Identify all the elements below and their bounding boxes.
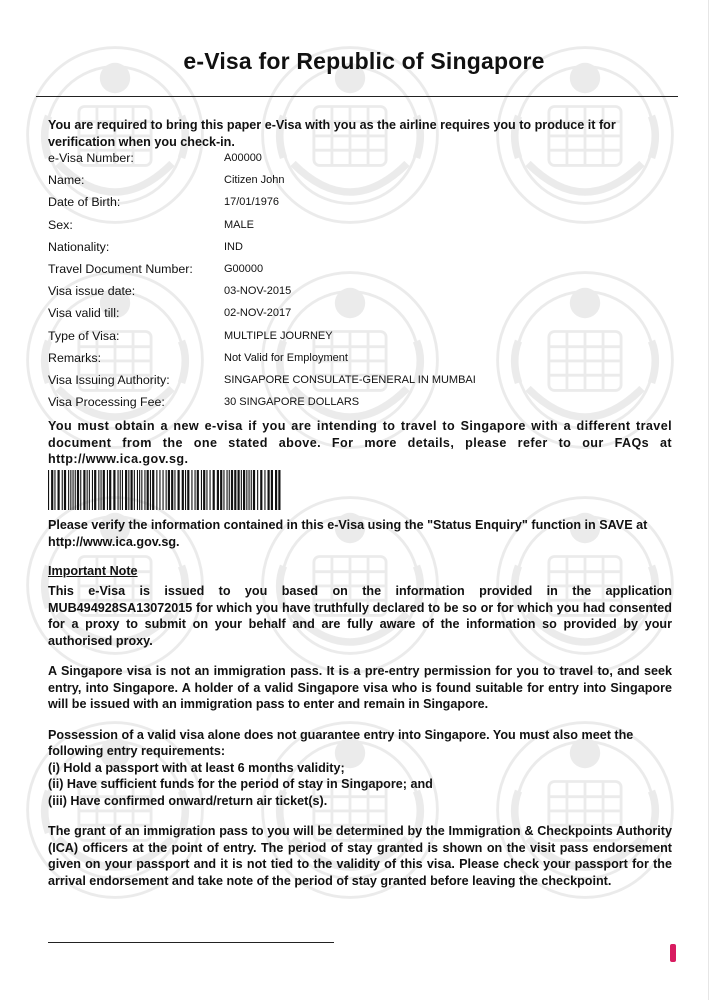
verify-notice-block — [48, 517, 672, 550]
field-label: Visa valid till: — [48, 306, 120, 321]
important-paragraph-1: This e-Visa is issued to you based on the information provided in the application MUB494928SA13072015 for which you have truthfully declared to be so or for which you had consented for a proxy to submit on your behalf and are fully aware of the information so provided by your authorised proxy. — [48, 584, 672, 648]
field-row — [48, 170, 678, 192]
new-visa-notice: You must obtain a new e-visa if you are intending to travel to Singapore with a different travel document from the one stated above. For more details, please refer to our FAQs at http://www.ica.gov.sg. — [48, 419, 672, 466]
field-label: Type of Visa: — [48, 328, 120, 343]
field-value: MULTIPLE JOURNEY — [224, 329, 333, 342]
document-title: e-Visa for Republic of Singapore — [183, 48, 545, 74]
entry-requirements-list — [48, 760, 672, 810]
important-note-section — [48, 564, 672, 889]
corner-mark — [670, 944, 676, 962]
requirement-item-2: (ii) Have sufficient funds for the period of stay in Singapore; and — [48, 777, 433, 791]
field-label: Remarks: — [48, 350, 102, 365]
field-value: MALE — [224, 218, 254, 231]
visa-details — [48, 148, 678, 414]
field-row — [48, 348, 678, 370]
field-row — [48, 281, 678, 303]
field-label: Nationality: — [48, 239, 110, 254]
field-value: 17/01/1976 — [224, 196, 280, 209]
field-row — [48, 192, 678, 214]
important-paragraph-2: A Singapore visa is not an immigration pass. It is a pre-entry permission for you to travel to, and seek entry, into Singapore. A holder of a valid Singapore visa who is found suitable for entry into Singapore will be issued with an immigration pass to enter and remain in Singapore. — [48, 664, 672, 711]
grant-paragraph: The grant of an immigration pass to you will be determined by the Immigration & Checkpoints Authority (ICA) officers at the point of entry. The period of stay granted is shown on the visit pass endorsement given on your passport and it is not tied to the validity of this visa. Please check your passport for the arrival endorsement and take note of the period of stay granted before leaving the checkpoint. — [48, 824, 672, 888]
requirement-item-3: (iii) Have confirmed onward/return air ticket(s). — [48, 793, 328, 808]
field-label: Date of Birth: — [48, 195, 121, 210]
document-header — [48, 48, 668, 75]
field-label: Sex: — [48, 217, 73, 232]
field-row — [48, 303, 678, 325]
field-label: Travel Document Number: — [48, 261, 193, 276]
field-value: A00000 — [224, 152, 262, 164]
field-value: 03-NOV-2015 — [224, 285, 292, 298]
field-row — [48, 392, 678, 414]
footer-divider — [48, 942, 334, 943]
field-row — [48, 370, 678, 392]
intro-notice: You are required to bring this paper e-Visa with you as the airline requires you to produce it for verification when you check-in. — [48, 117, 616, 149]
field-row — [48, 259, 678, 281]
field-label: Name: — [48, 173, 85, 188]
field-row — [48, 148, 678, 170]
field-value: G00000 — [224, 262, 264, 275]
important-note-heading: Important Note — [48, 564, 138, 578]
field-row — [48, 215, 678, 237]
field-label: e-Visa Number: — [48, 151, 134, 165]
page-edge — [708, 0, 709, 1000]
field-value: Citizen John — [224, 174, 285, 187]
field-value: SINGAPORE CONSULATE-GENERAL IN MUMBAI — [224, 373, 476, 386]
possession-intro: Possession of a valid visa alone does not guarantee entry into Singapore. You must also meet the following entry requirements: — [48, 727, 634, 758]
barcode-icon — [48, 470, 282, 510]
requirement-item-1: (i) Hold a passport with at least 6 months validity; — [48, 760, 345, 775]
verify-notice: Please verify the information contained in this e-Visa using the "Status Enquiry" function in SAVE at http://www.ica.gov.sg. — [48, 518, 648, 549]
field-row — [48, 326, 678, 348]
field-value: 30 SINGAPORE DOLLARS — [224, 396, 360, 409]
field-value: Not Valid for Employment — [224, 351, 348, 364]
header-divider — [36, 96, 678, 97]
new-visa-notice-block — [48, 418, 672, 468]
field-label: Visa Issuing Authority: — [48, 372, 170, 387]
field-value: 02-NOV-2017 — [224, 307, 292, 320]
field-row — [48, 237, 678, 259]
field-label: Visa Processing Fee: — [48, 395, 165, 410]
field-label: Visa issue date: — [48, 284, 136, 299]
field-value: IND — [224, 240, 243, 253]
